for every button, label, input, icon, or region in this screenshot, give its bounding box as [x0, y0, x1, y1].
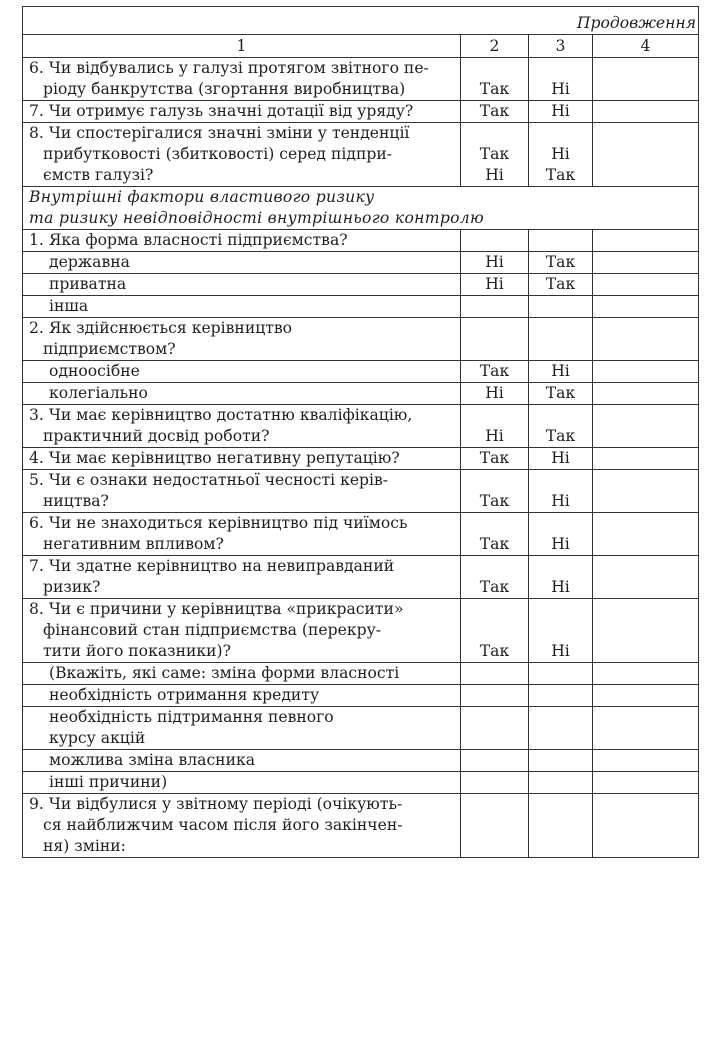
cell-text	[29, 707, 455, 749]
answer-cell-2	[461, 252, 529, 274]
table-row	[23, 230, 699, 252]
answer-cell-2	[461, 123, 529, 187]
table-row	[23, 685, 699, 707]
answer-cell-2	[461, 794, 529, 858]
answer-cell-4	[593, 772, 699, 794]
answer-value: Ні	[551, 642, 570, 660]
text-line: 5. Чи є ознаки недостатньої чесності керів-	[29, 471, 389, 489]
text-line: 6. Чи не знаходиться керівництво під чиїмось	[29, 514, 408, 532]
answer-cell-4	[593, 123, 699, 187]
text-line: 4. Чи має керівництво негативну репутацію?	[29, 449, 400, 467]
question-text	[23, 599, 461, 663]
option-label	[23, 383, 461, 405]
continuation-label: Продовження	[23, 7, 699, 35]
answer-value: Ні	[485, 427, 504, 445]
cell-text	[29, 101, 455, 122]
option-label	[23, 663, 461, 685]
answer-cell-2	[461, 230, 529, 252]
answer-cell-4	[593, 383, 699, 405]
answer-cell-3	[529, 448, 593, 470]
text-line: ризик?	[43, 578, 101, 596]
text-line: 8. Чи є причини у керівництва «прикрасити»	[29, 600, 404, 618]
answer-cell-2	[461, 101, 529, 123]
table-row	[23, 252, 699, 274]
text-line: ня) зміни:	[43, 837, 126, 855]
question-text	[23, 123, 461, 187]
text-line: тити його показники)?	[43, 642, 231, 660]
text-line: 9. Чи відбулися у звітному періоді (очікують-	[29, 795, 403, 813]
cell-text	[29, 470, 455, 512]
text-line: державна	[49, 253, 130, 271]
answer-value: Ні	[485, 166, 504, 184]
answer-cell-4	[593, 707, 699, 750]
answer-cell-4	[593, 58, 699, 101]
answer-value: Так	[545, 275, 576, 293]
answer-cell-3	[529, 101, 593, 123]
table-row	[23, 750, 699, 772]
column-header-2: 2	[461, 35, 529, 58]
table-row	[23, 318, 699, 361]
text-line: 2. Як здійснюється керівництво	[29, 319, 293, 337]
answer-cell-3	[529, 58, 593, 101]
answer-value: Ні	[551, 449, 570, 467]
answer-value: Ні	[551, 362, 570, 380]
answer-cell-4	[593, 318, 699, 361]
answer-cell-4	[593, 556, 699, 599]
text-line: 6. Чи відбувались у галузі протягом звітного пе-	[29, 59, 429, 77]
questionnaire-table	[22, 6, 699, 858]
answer-value: Так	[479, 80, 510, 98]
text-line: ся найближчим часом після його закінчен-	[43, 816, 403, 834]
answer-cell-2	[461, 470, 529, 513]
option-label	[23, 274, 461, 296]
cell-text	[29, 405, 455, 447]
option-label	[23, 707, 461, 750]
table-row	[23, 470, 699, 513]
answer-cell-4	[593, 470, 699, 513]
answer-cell-3	[529, 599, 593, 663]
answer-value: Ні	[551, 145, 570, 163]
question-text	[23, 556, 461, 599]
answer-value: Ні	[551, 535, 570, 553]
answer-cell-3	[529, 318, 593, 361]
option-label	[23, 252, 461, 274]
text-line: та ризику невідповідності внутрішнього контролю	[29, 209, 485, 227]
cell-text	[29, 685, 455, 706]
answer-cell-3	[529, 296, 593, 318]
answer-cell-4	[593, 361, 699, 383]
answer-value: Так	[545, 166, 576, 184]
answer-cell-4	[593, 513, 699, 556]
answer-cell-4	[593, 794, 699, 858]
cell-text	[29, 58, 455, 100]
text-line: ництва?	[43, 492, 109, 510]
text-line: 3. Чи має керівництво достатню кваліфікацію,	[29, 406, 413, 424]
text-line: одноосібне	[49, 362, 140, 380]
question-text	[23, 230, 461, 252]
answer-cell-3	[529, 556, 593, 599]
answer-value: Так	[479, 642, 510, 660]
table-row	[23, 361, 699, 383]
option-label	[23, 772, 461, 794]
answer-cell-4	[593, 599, 699, 663]
text-line: курсу акцій	[49, 729, 146, 747]
answer-value: Так	[545, 253, 576, 271]
table-row	[23, 599, 699, 663]
answer-cell-4	[593, 274, 699, 296]
cell-text	[29, 296, 455, 317]
continuation-row	[23, 7, 699, 35]
text-line: 7. Чи отримує галузь значні дотації від уряду?	[29, 102, 414, 120]
text-line: інші причини)	[49, 773, 168, 791]
answer-cell-3	[529, 274, 593, 296]
answer-cell-3	[529, 794, 593, 858]
answer-cell-4	[593, 296, 699, 318]
table-row	[23, 794, 699, 858]
answer-value: Так	[479, 102, 510, 120]
answer-cell-4	[593, 101, 699, 123]
table-row	[23, 101, 699, 123]
text-line: ємств галузі?	[43, 166, 154, 184]
answer-cell-4	[593, 252, 699, 274]
answer-cell-2	[461, 448, 529, 470]
text-line: необхідність отримання кредиту	[49, 686, 320, 704]
answer-cell-4	[593, 230, 699, 252]
question-text	[23, 101, 461, 123]
cell-text	[29, 318, 455, 360]
text-line: 1. Яка форма власності підприємства?	[29, 231, 348, 249]
option-label	[23, 750, 461, 772]
table-row	[23, 513, 699, 556]
table-row	[23, 448, 699, 470]
cell-text	[29, 750, 455, 771]
answer-cell-3	[529, 123, 593, 187]
cell-text	[29, 274, 455, 295]
cell-text	[29, 556, 455, 598]
cell-text	[29, 230, 455, 251]
cell-text	[29, 599, 455, 662]
table-row	[23, 772, 699, 794]
cell-text	[29, 361, 455, 382]
answer-value: Так	[545, 427, 576, 445]
answer-cell-2	[461, 361, 529, 383]
answer-cell-2	[461, 556, 529, 599]
text-line: підприємством?	[43, 340, 176, 358]
answer-value: Ні	[485, 253, 504, 271]
text-line: колегіально	[49, 384, 148, 402]
answer-cell-2	[461, 599, 529, 663]
answer-cell-3	[529, 405, 593, 448]
text-line: приватна	[49, 275, 127, 293]
table-row	[23, 707, 699, 750]
column-header-4: 4	[593, 35, 699, 58]
answer-cell-3	[529, 750, 593, 772]
cell-text	[29, 448, 455, 469]
answer-cell-2	[461, 383, 529, 405]
question-text	[23, 448, 461, 470]
text-line: (Вкажіть, які саме: зміна форми власності	[49, 664, 400, 682]
answer-value: Ні	[485, 384, 504, 402]
question-text	[23, 58, 461, 101]
answer-cell-3	[529, 383, 593, 405]
answer-cell-3	[529, 361, 593, 383]
answer-value: Так	[479, 492, 510, 510]
answer-cell-4	[593, 663, 699, 685]
column-header-row	[23, 35, 699, 58]
table-row	[23, 556, 699, 599]
answer-cell-2	[461, 663, 529, 685]
answer-value: Так	[545, 384, 576, 402]
answer-value: Так	[479, 362, 510, 380]
option-label	[23, 361, 461, 383]
answer-cell-4	[593, 448, 699, 470]
answer-value: Ні	[551, 492, 570, 510]
cell-text	[29, 383, 455, 404]
option-label	[23, 685, 461, 707]
option-label	[23, 296, 461, 318]
answer-cell-4	[593, 750, 699, 772]
text-line: 7. Чи здатне керівництво на невиправданий	[29, 557, 395, 575]
cell-text	[29, 513, 455, 555]
cell-text	[29, 772, 455, 793]
table-row	[23, 383, 699, 405]
answer-cell-2	[461, 750, 529, 772]
table-row	[23, 58, 699, 101]
cell-text	[29, 663, 455, 684]
question-text	[23, 318, 461, 361]
text-line: фінансовий стан підприємства (перекру-	[43, 621, 382, 639]
answer-cell-2	[461, 274, 529, 296]
question-text	[23, 405, 461, 448]
answer-cell-2	[461, 513, 529, 556]
cell-text	[29, 794, 455, 857]
table-row	[23, 123, 699, 187]
answer-value: Ні	[551, 578, 570, 596]
cell-text	[29, 123, 455, 186]
answer-cell-3	[529, 470, 593, 513]
answer-value: Ні	[551, 102, 570, 120]
text-line: прибутковості (збитковості) серед підпри-	[43, 145, 393, 163]
section-heading	[23, 187, 699, 230]
table-row	[23, 274, 699, 296]
cell-text	[29, 252, 455, 273]
answer-value: Ні	[551, 80, 570, 98]
answer-cell-3	[529, 772, 593, 794]
text-line: 8. Чи спостерігалися значні зміни у тенденції	[29, 124, 410, 142]
answer-cell-3	[529, 230, 593, 252]
table-row	[23, 296, 699, 318]
question-text	[23, 513, 461, 556]
text-line: ріоду банкрутства (згортання виробництва)	[43, 80, 406, 98]
column-header-3: 3	[529, 35, 593, 58]
answer-value: Так	[479, 535, 510, 553]
answer-cell-2	[461, 318, 529, 361]
question-text	[23, 470, 461, 513]
answer-cell-3	[529, 513, 593, 556]
table-row	[23, 663, 699, 685]
question-text	[23, 794, 461, 858]
answer-cell-2	[461, 296, 529, 318]
text-line: інша	[49, 297, 89, 315]
answer-cell-4	[593, 685, 699, 707]
answer-cell-3	[529, 707, 593, 750]
answer-cell-2	[461, 707, 529, 750]
answer-cell-3	[529, 252, 593, 274]
answer-value: Ні	[485, 275, 504, 293]
text-line: Внутрішні фактори властивого ризику	[29, 188, 375, 206]
answer-value: Так	[479, 145, 510, 163]
answer-cell-3	[529, 663, 593, 685]
answer-cell-2	[461, 405, 529, 448]
answer-cell-2	[461, 58, 529, 101]
table-row	[23, 405, 699, 448]
answer-cell-2	[461, 685, 529, 707]
text-line: необхідність підтримання певного	[49, 708, 334, 726]
answer-cell-3	[529, 685, 593, 707]
text-line: можлива зміна власника	[49, 751, 256, 769]
table-body	[23, 7, 699, 858]
answer-value: Так	[479, 578, 510, 596]
answer-cell-4	[593, 405, 699, 448]
answer-value: Так	[479, 449, 510, 467]
cell-text	[29, 187, 693, 229]
section-row	[23, 187, 699, 230]
text-line: практичний досвід роботи?	[43, 427, 270, 445]
answer-cell-2	[461, 772, 529, 794]
text-line: негативним впливом?	[43, 535, 224, 553]
column-header-1: 1	[23, 35, 461, 58]
